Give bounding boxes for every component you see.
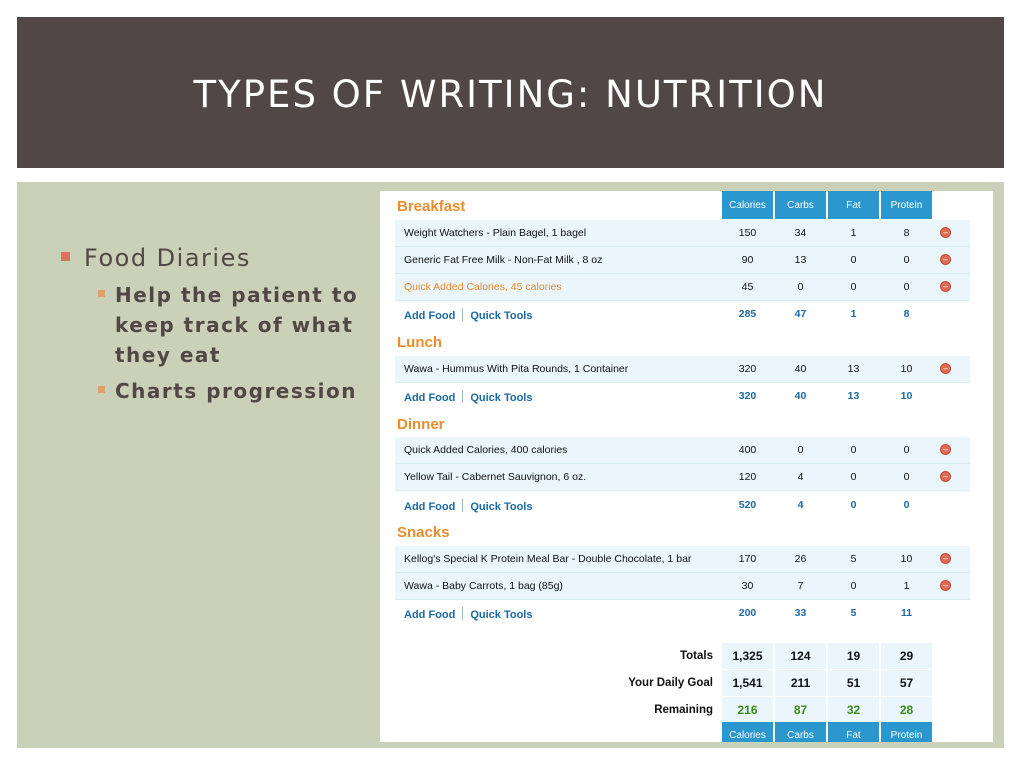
delete-icon[interactable]: – — [940, 580, 951, 591]
remaining-label: Remaining — [654, 704, 713, 716]
sub-bullet-text: Charts progression — [115, 379, 358, 403]
protein-total: 0 — [903, 499, 910, 511]
delete-icon[interactable]: – — [940, 227, 951, 238]
food-row — [395, 220, 970, 246]
fat-total: 5 — [850, 607, 857, 619]
delete-icon[interactable]: – — [940, 471, 951, 482]
add-food-link[interactable]: Add Food — [404, 392, 456, 404]
remaining-calories: 216 — [722, 697, 773, 723]
totals-label: Totals — [679, 650, 713, 662]
carbs-total: 4 — [797, 499, 804, 511]
carbs-value: 0 — [797, 444, 804, 456]
food-diary-screenshot — [380, 191, 993, 742]
food-row — [395, 464, 970, 490]
delete-icon[interactable]: – — [940, 444, 951, 455]
delete-icon[interactable]: – — [940, 363, 951, 374]
calories-value: 45 — [741, 281, 754, 293]
delete-icon[interactable]: – — [940, 254, 951, 265]
food-name[interactable]: Quick Added Calories, 400 calories — [404, 444, 568, 456]
calories-value: 320 — [738, 363, 757, 375]
protein-total: 10 — [900, 390, 913, 402]
food-name[interactable]: Kellog's Special K Protein Meal Bar - Double Chocolate, 1 bar — [404, 553, 692, 565]
section-title-snacks: Snacks — [397, 524, 450, 541]
column-footer-carbs: Carbs — [775, 722, 826, 742]
quick-tools-link[interactable]: Quick Tools — [470, 609, 533, 621]
add-food-link[interactable]: Add Food — [404, 310, 456, 322]
totals-protein: 29 — [881, 643, 932, 669]
bullet-marker — [98, 386, 105, 393]
quick-tools-link[interactable]: Quick Tools — [470, 501, 533, 513]
add-food-row — [395, 600, 970, 626]
food-row — [395, 274, 970, 300]
column-header-protein: Protein — [881, 191, 932, 219]
add-food-row — [395, 492, 970, 518]
section-title-lunch: Lunch — [397, 334, 442, 351]
protein-value: 0 — [903, 281, 910, 293]
daily-goal-label: Your Daily Goal — [628, 677, 713, 689]
delete-icon[interactable]: – — [940, 553, 951, 564]
add-food-link[interactable]: Add Food — [404, 609, 456, 621]
quick-tools-link[interactable]: Quick Tools — [470, 310, 533, 322]
column-header-calories: Calories — [722, 191, 773, 219]
totals-fat: 19 — [828, 643, 879, 669]
fat-total: 13 — [847, 390, 860, 402]
fat-value: 5 — [850, 553, 857, 565]
protein-value: 0 — [903, 254, 910, 266]
totals-calories: 1,325 — [722, 643, 773, 669]
fat-value: 0 — [850, 254, 857, 266]
fat-value: 13 — [847, 363, 860, 375]
goal-fat: 51 — [828, 670, 879, 696]
calories-value: 170 — [738, 553, 757, 565]
goal-protein: 57 — [881, 670, 932, 696]
carbs-value: 4 — [797, 471, 804, 483]
food-name[interactable]: Wawa - Baby Carrots, 1 bag (85g) — [404, 580, 563, 592]
protein-value: 10 — [900, 553, 913, 565]
remaining-protein: 28 — [881, 697, 932, 723]
fat-value: 0 — [850, 580, 857, 592]
totals-carbs: 124 — [775, 643, 826, 669]
bullet-marker — [98, 290, 105, 297]
section-title-breakfast: Breakfast — [397, 198, 466, 215]
food-name[interactable]: Weight Watchers - Plain Bagel, 1 bagel — [404, 227, 587, 239]
carbs-total: 33 — [794, 607, 807, 619]
fat-value: 0 — [850, 444, 857, 456]
sub-bullet-text: Help the patient to keep track of what they eat — [115, 283, 359, 367]
goal-calories: 1,541 — [722, 670, 773, 696]
food-row — [395, 546, 970, 572]
food-row — [395, 573, 970, 599]
column-footer-calories: Calories — [722, 722, 773, 742]
calories-total: 520 — [738, 499, 757, 511]
column-header-fat: Fat — [828, 191, 879, 219]
add-food-row — [395, 383, 970, 409]
food-name[interactable]: Yellow Tail - Cabernet Sauvignon, 6 oz. — [404, 471, 587, 483]
protein-total: 11 — [900, 607, 913, 619]
food-name[interactable]: Wawa - Hummus With Pita Rounds, 1 Container — [404, 363, 629, 375]
bullet-list — [60, 240, 360, 406]
add-food-link[interactable]: Add Food — [404, 501, 456, 513]
calories-value: 120 — [738, 471, 757, 483]
bullet-food-diaries — [60, 242, 360, 274]
food-name[interactable]: Generic Fat Free Milk - Non-Fat Milk , 8 oz — [404, 254, 603, 266]
calories-value: 90 — [741, 254, 754, 266]
slide-title: TYPES OF WRITING: NUTRITION — [193, 73, 828, 116]
carbs-total: 40 — [794, 390, 807, 402]
goal-carbs: 211 — [775, 670, 826, 696]
food-row — [395, 356, 970, 382]
column-footer-protein: Protein — [881, 722, 932, 742]
carbs-value: 0 — [797, 281, 804, 293]
remaining-carbs: 87 — [775, 697, 826, 723]
calories-value: 400 — [738, 444, 757, 456]
carbs-total: 47 — [794, 308, 807, 320]
protein-value: 0 — [903, 444, 910, 456]
protein-total: 8 — [903, 308, 910, 320]
remaining-fat: 32 — [828, 697, 879, 723]
bullet-text: Food Diaries — [84, 244, 251, 272]
food-row — [395, 247, 970, 273]
calories-total: 285 — [738, 308, 757, 320]
add-food-row — [395, 301, 970, 327]
protein-value: 8 — [903, 227, 910, 239]
carbs-value: 40 — [794, 363, 807, 375]
carbs-value: 7 — [797, 580, 804, 592]
food-name[interactable]: Quick Added Calories, 45 calories — [404, 281, 562, 293]
section-title-dinner: Dinner — [397, 416, 445, 433]
column-header-carbs: Carbs — [775, 191, 826, 219]
fat-total: 0 — [850, 499, 857, 511]
bullet-marker — [61, 252, 70, 261]
fat-value: 0 — [850, 471, 857, 483]
sub-bullet — [60, 376, 360, 406]
slide-title-bar — [17, 17, 1004, 168]
quick-tools-link[interactable]: Quick Tools — [470, 392, 533, 404]
fat-value: 1 — [850, 227, 857, 239]
column-footer-fat: Fat — [828, 722, 879, 742]
delete-icon[interactable]: – — [940, 281, 951, 292]
fat-total: 1 — [850, 308, 857, 320]
calories-value: 150 — [738, 227, 757, 239]
carbs-value: 26 — [794, 553, 807, 565]
calories-total: 320 — [738, 390, 757, 402]
food-row — [395, 437, 970, 463]
protein-value: 1 — [903, 580, 910, 592]
carbs-value: 13 — [794, 254, 807, 266]
calories-total: 200 — [738, 607, 757, 619]
protein-value: 10 — [900, 363, 913, 375]
calories-value: 30 — [741, 580, 754, 592]
carbs-value: 34 — [794, 227, 807, 239]
sub-bullet — [60, 280, 360, 370]
protein-value: 0 — [903, 471, 910, 483]
fat-value: 0 — [850, 281, 857, 293]
